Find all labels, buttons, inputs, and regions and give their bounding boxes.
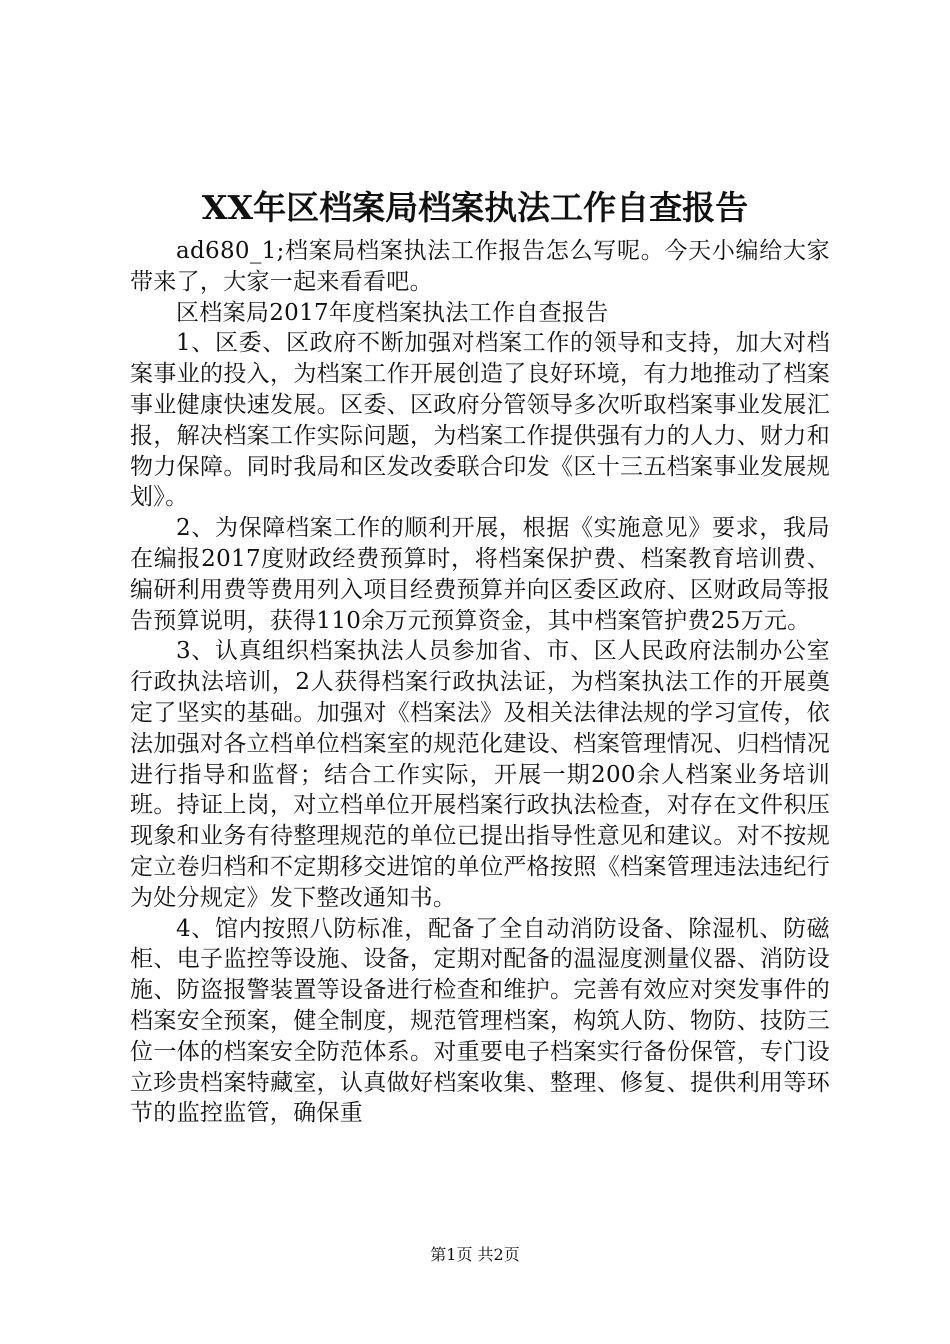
paragraph-item-3: 3、认真组织档案执法人员参加省、市、区人民政府法制办公室行政执法培训，2人获得档案行政执法证，为档案执法工作的开展奠定了坚实的基础。加强对《档案法》及相关法律法规的学习宣传，依法加强对各立档单位档案室的规范化建设、档案管理情况、归档情况进行指导和监督；结合工作实际，开展一期200余人档案业务培训班。持证上岗，对立档单位开展档案行政执法检查，对存在文件积压现象和业务有待整理规范的单位已提出指导性意见和建议。对不按规定立卷归档和不定期移交进馆的单位严格按照《档案管理违法违纪行为处分规定》发下整改通知书。 (130, 638, 830, 911)
paragraph-intro: ad680_1;档案局档案执法工作报告怎么写呢。今天小编给大家带来了，大家一起来看看吧。 (130, 238, 830, 295)
paragraph-subtitle: 区档案局2017年度档案执法工作自查报告 (176, 299, 609, 326)
document-title: XX年区档案局档案执法工作自查报告 (201, 188, 749, 227)
paragraph-item-1: 1、区委、区政府不断加强对档案工作的领导和支持，加大对档案事业的投入，为档案工作开展创造了良好环境，有力地推动了档案事业健康快速发展。区委、区政府分管领导多次听取档案事业发展汇报，解决档案工作实际问题，为档案工作提供强有力的人力、财力和物力保障。同时我局和区发改委联合印发《区十三五档案事业发展规划》。 (130, 330, 830, 511)
paragraph-item-4: 4、馆内按照八防标准，配备了全自动消防设备、除湿机、防磁柜、电子监控等设施、设备，定期对配备的温湿度测量仪器、消防设施、防盗报警装置等设备进行检查和维护。完善有效应对突发事件的档案安全预案，健全制度，规范管理档案，构筑人防、物防、技防三位一体的档案安全防范体系。对重要电子档案实行备份保管，专门设立珍贵档案特藏室，认真做好档案收集、整理、修复、提供利用等环节的监控监管，确保重 (130, 915, 830, 1127)
page-number: 第1页 共2页 (430, 1245, 520, 1264)
document-body (130, 236, 830, 1129)
paragraph-item-2: 2、为保障档案工作的顺利开展，根据《实施意见》要求，我局在编报2017度财政经费预算时，将档案保护费、档案教育培训费、编研利用费等费用列入项目经费预算并向区委区政府、区财政局等报告预算说明，获得110余万元预算资金，其中档案管护费25万元。 (130, 515, 830, 634)
